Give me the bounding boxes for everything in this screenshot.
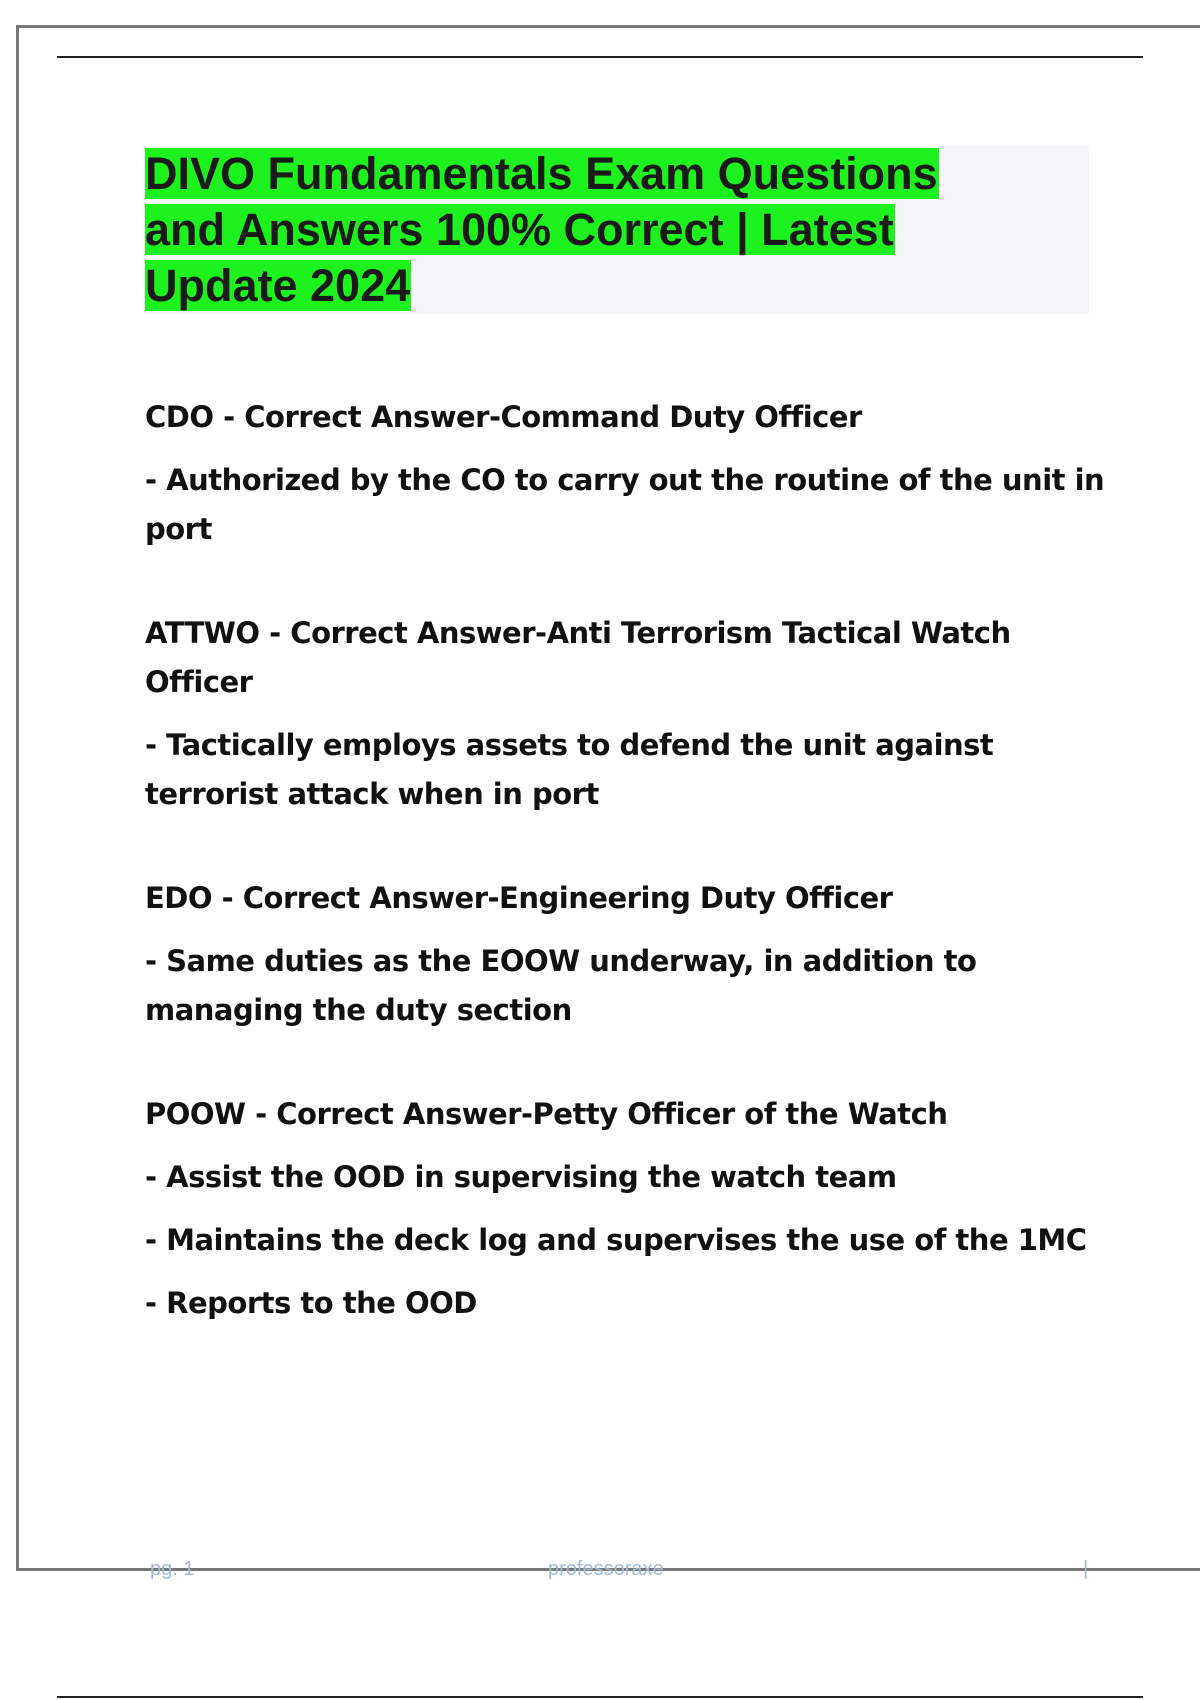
qa-answer-line: - Assist the OOD in supervising the watch team [145,1160,897,1194]
qa-term: CDO - Correct Answer-Command Duty Officer [145,400,862,434]
title-block [145,146,1089,314]
title-line-3: Update 2024 [145,260,411,311]
footer-author: professoraxe [548,1558,664,1580]
footer-page-number: pg. 1 [150,1558,195,1580]
title-line-2: and Answers 100% Correct | Latest [145,204,894,255]
qa-term: ATTWO - Correct Answer-Anti Terrorism Tactical Watch Officer [145,616,1011,699]
qa-term: POOW - Correct Answer-Petty Officer of the Watch [145,1097,948,1131]
qa-answer-line: - Maintains the deck log and supervises the use of the 1MC [145,1223,1087,1257]
qa-entry-attwo [145,609,1105,819]
qa-answer-line: - Reports to the OOD [145,1286,477,1320]
qa-answer-line: - Same duties as the EOOW underway, in addition to managing the duty section [145,944,977,1027]
qa-entry-cdo [145,393,1105,554]
footer-separator: | [1083,1558,1089,1580]
bottom-rule [57,1696,1143,1698]
qa-answer-line: - Tactically employs assets to defend the unit against terrorist attack when in port [145,728,994,811]
header-rule [57,56,1143,58]
document-title [145,146,1089,314]
qa-entry-edo [145,874,1105,1035]
qa-entry-poow [145,1090,1105,1328]
qa-answer-line: - Authorized by the CO to carry out the routine of the unit in port [145,463,1105,546]
title-line-1: DIVO Fundamentals Exam Questions [145,148,938,199]
qa-term: EDO - Correct Answer-Engineering Duty Officer [145,881,893,915]
page-footer [0,1558,1200,1588]
qa-list [145,393,1105,1383]
